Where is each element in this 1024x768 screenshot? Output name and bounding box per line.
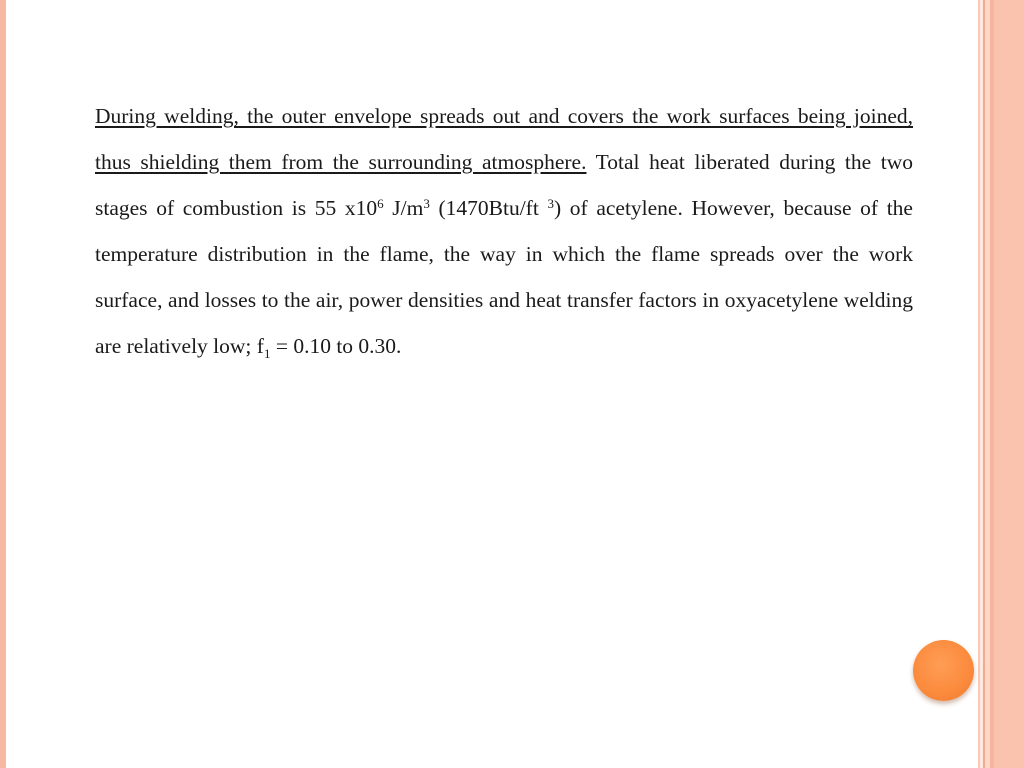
left-accent-stripe <box>0 0 6 768</box>
right-stripe <box>994 0 1024 768</box>
right-decorative-stripes <box>978 0 1024 768</box>
exponent-3: 3 <box>423 196 430 211</box>
exponent-3-ft: 3 <box>547 196 554 211</box>
btu-close-text: ) of acetylene. However, because of the temperature distribution in the flame, the way in which the flame spreads over the work surface, and losses to the air, power densities and heat transfer factors in oxyacetylene welding are relatively low; f <box>95 196 913 358</box>
body-paragraph <box>95 93 913 369</box>
heat-text: Total heat liberated during the two stages of combustion is 55 x10 <box>95 150 914 220</box>
ending-text: = 0.10 to 0.30. <box>270 334 402 358</box>
subscript-1: 1 <box>263 346 271 361</box>
exponent-6: 6 <box>377 196 384 211</box>
unit-jm: J/m <box>383 196 424 220</box>
orange-circle-decoration <box>913 640 974 701</box>
underlined-sentence: During welding, the outer envelope spreads out and covers the work surfaces being joined, thus shielding them from the surrounding atmosphere. <box>95 104 913 174</box>
btu-open: (1470Btu/ft <box>429 196 548 220</box>
